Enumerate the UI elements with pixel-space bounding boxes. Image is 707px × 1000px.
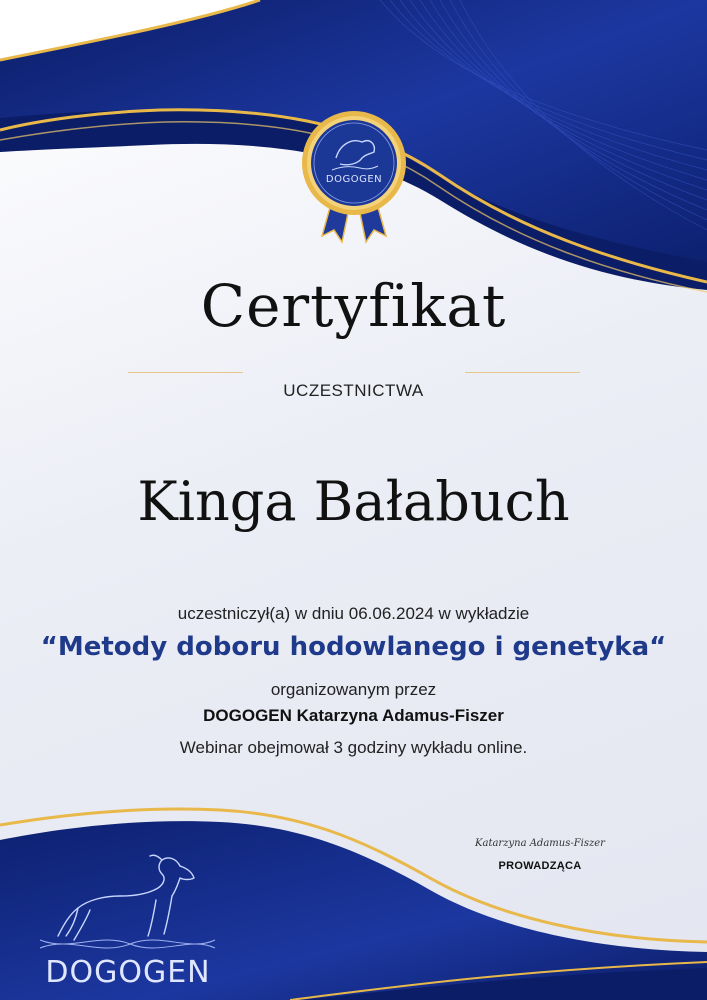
- organized-by-line: organizowanym przez: [270, 680, 437, 699]
- signature: Katarzyna Adamus-Fiszer: [475, 838, 605, 849]
- certificate-title: Certyfikat: [200, 272, 507, 340]
- divider-right: [465, 372, 580, 373]
- seal-brand-text: DOGOGEN: [325, 174, 383, 185]
- recipient-name: Kinga Bałabuch: [137, 470, 570, 533]
- footer-brand-logo: DOGOGEN: [45, 955, 211, 990]
- participation-line: uczestniczył(a) w dniu 06.06.2024 w wykładzie: [177, 604, 530, 623]
- organizer-name: DOGOGEN Katarzyna Adamus-Fiszer: [203, 706, 504, 725]
- webinar-details: Webinar obejmował 3 godziny wykładu online.: [179, 738, 528, 757]
- divider-left: [128, 372, 243, 373]
- lecture-title: “Metody doboru hodowlanego i genetyka“: [40, 632, 667, 662]
- certificate-subtitle: UCZESTNICTWA: [283, 381, 424, 400]
- signature-role: PROWADZĄCA: [498, 860, 582, 872]
- dog-logo-icon: [30, 848, 220, 958]
- dogogen-seal-emblem: [296, 108, 412, 244]
